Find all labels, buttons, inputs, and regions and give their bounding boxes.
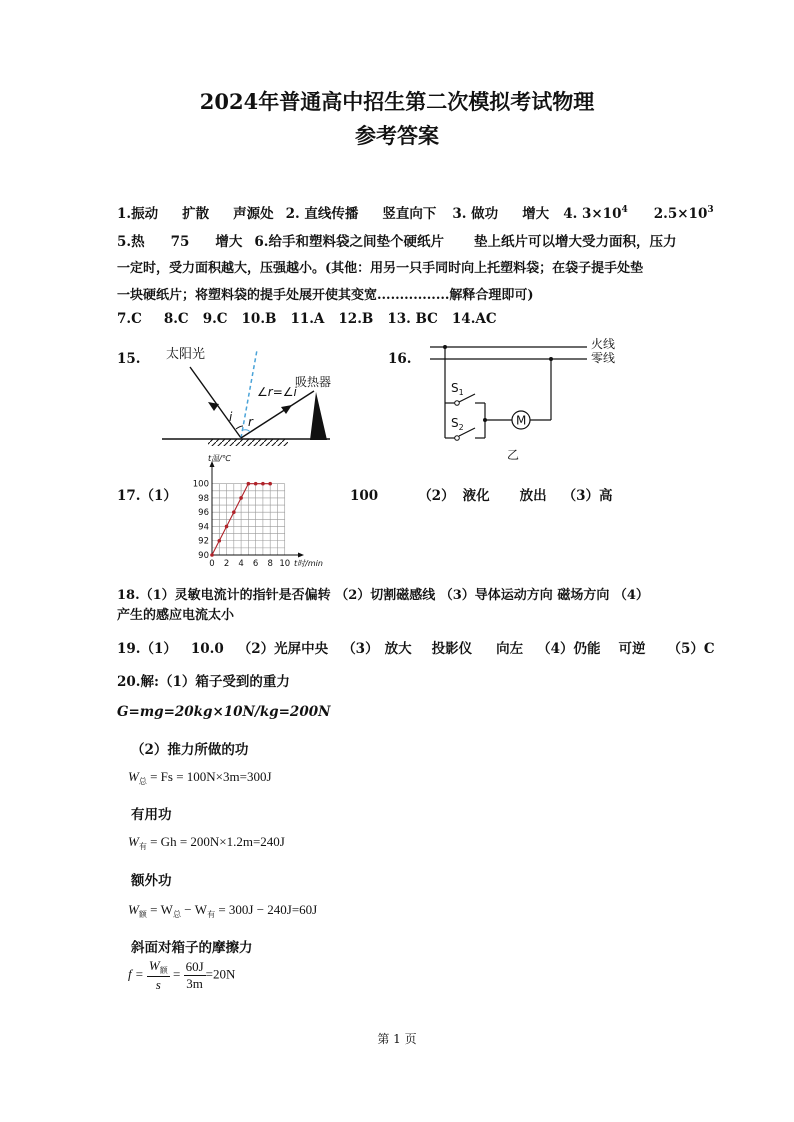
s1-contact-left [455, 401, 460, 406]
answer-line-3: 一定时，受力面积越大，压强越小。(其他：用另一只手同时向上托塑料袋；在袋子提手处垫 [117, 261, 644, 276]
answer-q4b-exp: 3 [707, 205, 714, 215]
q17-p2: （2） [418, 488, 455, 504]
formula-extra-mid: = W [146, 902, 173, 917]
formula-w-useful-sub: 有 [138, 842, 147, 851]
answer-line-1 [117, 202, 714, 222]
friction-fraction-1 [147, 958, 170, 993]
answer-q13: 13. BC [387, 311, 438, 327]
formula-total-work [128, 769, 272, 787]
angle-relation: ∠r=∠i [257, 385, 297, 399]
friction-num: W [148, 958, 160, 973]
formula-w-extra-sub: 额 [138, 910, 147, 919]
page-subtitle: 参考答案 [355, 123, 439, 148]
answer-q3: 3. 做功 [452, 206, 499, 222]
motor-label: M [516, 413, 527, 428]
friction-eq: = [169, 966, 184, 982]
circuit-diagram [425, 335, 625, 465]
formula-f-symbol: f = [128, 966, 147, 982]
q17-a2: 液化 [462, 488, 490, 504]
answer-q4a-exp: 4 [621, 205, 628, 215]
x-tick-label: 10 [279, 559, 291, 569]
q19-a3d: 向左 [496, 641, 524, 657]
q17-a1: 100 [350, 488, 379, 504]
y-tick-label: 92 [198, 536, 209, 547]
x-axis-label: t时/min [294, 559, 323, 568]
q18-line-2: 产生的感应电流太小 [117, 608, 235, 623]
q20-friction-label: 斜面对箱子的摩擦力 [131, 940, 253, 956]
data-point [254, 482, 258, 486]
data-point [268, 482, 272, 486]
q19-a3: （3） [342, 641, 379, 657]
q17-a3: 放出 [519, 488, 547, 504]
friction-fraction-2 [184, 959, 206, 992]
answer-line-4: 一块硬纸片；将塑料袋的提手处展开使其变宽................解释合理即可) [117, 288, 534, 303]
data-point [247, 482, 251, 486]
circuit-caption: 乙 [507, 448, 520, 462]
answer-q4a: 4. 3×10 [563, 206, 622, 222]
q20-gravity: G=mg=20kg×10N/kg=200N [117, 704, 331, 720]
x-tick-label: 8 [267, 559, 273, 569]
reflection-diagram [150, 340, 350, 455]
y-axis-label: t温/℃ [208, 454, 231, 463]
angle-r-label: r [248, 415, 253, 429]
friction-num2: 60J [185, 959, 204, 974]
q20-intro: 20.解:（1）箱子受到的重力 [117, 674, 290, 690]
data-point [261, 482, 265, 486]
formula-useful-rhs: = Gh = 200N×1.2m=240J [146, 834, 285, 849]
answer-q14: 14.AC [451, 311, 497, 327]
x-tick-label: 2 [223, 559, 230, 569]
answer-q7: 7.C [117, 311, 142, 327]
s2-label: $S_2$ [451, 416, 464, 432]
q20-part2: （2）推力所做的功 [131, 742, 249, 758]
data-point [239, 496, 243, 500]
formula-friction [128, 958, 235, 993]
answer-q4b: 2.5×10 [653, 206, 708, 222]
data-point [217, 539, 221, 543]
formula-w-sub: 总 [138, 777, 147, 786]
y-tick-label: 100 [192, 479, 209, 490]
answer-q10: 10.B [241, 311, 277, 327]
formula-useful-work [128, 834, 285, 852]
data-point [225, 525, 229, 529]
answer-q2: 2. 直线传播 [285, 206, 359, 222]
formula-extra-minus: − W [180, 902, 208, 917]
y-tick-label: 96 [198, 508, 209, 519]
s2-contact-left [455, 436, 460, 441]
answer-q2b: 竖直向下 [382, 206, 437, 222]
y-tick-label: 94 [198, 522, 209, 533]
formula-w-useful-symbol: W [128, 834, 139, 849]
y-tick-label: 98 [198, 493, 209, 504]
formula-total-rhs: = Fs = 100N×3m=300J [146, 769, 272, 784]
answer-q9: 9.C [202, 311, 228, 327]
q16-label: 16. [388, 351, 412, 367]
mirror-hatch [208, 439, 288, 446]
answer-line-5 [117, 311, 497, 327]
neutral-label: 零线 [591, 351, 616, 365]
q19-a4b: 可逆 [618, 641, 646, 657]
reflected-arrow [281, 405, 292, 414]
q20-useful-label: 有用功 [131, 807, 172, 823]
answer-q1: 1.振动 [117, 206, 159, 222]
absorber-shape [310, 392, 327, 440]
formula-extra-rhs: = 300J − 240J=60J [215, 902, 318, 917]
friction-den: s [155, 977, 161, 992]
answer-q11: 11.A [290, 311, 325, 327]
answer-q8: 8.C [163, 311, 189, 327]
absorber-label: 吸热器 [295, 375, 332, 389]
answer-q6: 6.给手和塑料袋之间垫个硬纸片 [254, 234, 444, 250]
incident-arrow [208, 402, 219, 411]
formula-extra-mid-sub: 总 [172, 910, 181, 919]
q19-a5: （5）C [667, 641, 715, 657]
formula-extra-work [128, 902, 317, 920]
angle-i-label: i [229, 410, 233, 424]
q17-p3: （3）高 [562, 488, 613, 504]
answer-line-2 [117, 230, 676, 250]
x-tick-label: 0 [209, 559, 215, 569]
sun-label: 太阳光 [166, 347, 206, 362]
x-tick-label: 6 [252, 559, 259, 569]
formula-w-symbol: W [128, 769, 139, 784]
answer-q3b: 增大 [522, 206, 550, 222]
data-point [210, 553, 214, 557]
y-tick-label: 90 [198, 551, 209, 561]
s1-label: $S_1$ [451, 381, 464, 397]
data-point [232, 510, 236, 514]
q19-label: 19.（1） [117, 641, 177, 657]
angle-r-arc [243, 430, 250, 432]
q20-extra-label: 额外功 [131, 873, 172, 889]
q15-label: 15. [117, 351, 141, 367]
answer-q5c: 增大 [215, 234, 243, 250]
answer-q5: 5.热 [117, 234, 145, 250]
temperature-chart [190, 455, 350, 570]
page-title: 2024年普通高中招生第二次模拟考试物理 [199, 89, 595, 114]
friction-den2: 3m [186, 976, 203, 991]
q18-line-1: 18.（1）灵敏电流计的指针是否偏转 （2）切割磁感线 （3）导体运动方向 磁场方向 （4） [117, 588, 649, 603]
q19-a4: （4）仍能 [537, 641, 601, 657]
angle-i-arc [236, 426, 243, 429]
incident-ray [190, 367, 241, 438]
page-number: 第 1 页 [377, 1032, 417, 1046]
formula-w-extra-symbol: W [128, 902, 139, 917]
answer-q6b: 垫上纸片可以增大受力面积，压力 [473, 234, 677, 250]
x-tick-label: 4 [238, 559, 244, 569]
q19-line [117, 637, 715, 657]
q19-a3c: 投影仪 [431, 641, 473, 657]
answer-q5b: 75 [170, 234, 190, 250]
answer-q12: 12.B [338, 311, 374, 327]
q19-a2: （2）光屏中央 [237, 641, 329, 657]
q19-a1: 10.0 [190, 641, 224, 657]
formula-extra-minus-sub: 有 [207, 910, 216, 919]
x-axis-arrow [298, 553, 304, 558]
live-label: 火线 [591, 337, 616, 351]
q17-answers [350, 484, 613, 504]
q19-a3b: 放大 [384, 641, 412, 657]
answer-q1c: 声源处 [233, 206, 274, 222]
q17-label: 17.（1） [117, 488, 177, 504]
friction-num-sub: 额 [159, 966, 168, 975]
friction-rhs: =20N [205, 966, 236, 982]
answer-q1b: 扩散 [182, 206, 210, 222]
